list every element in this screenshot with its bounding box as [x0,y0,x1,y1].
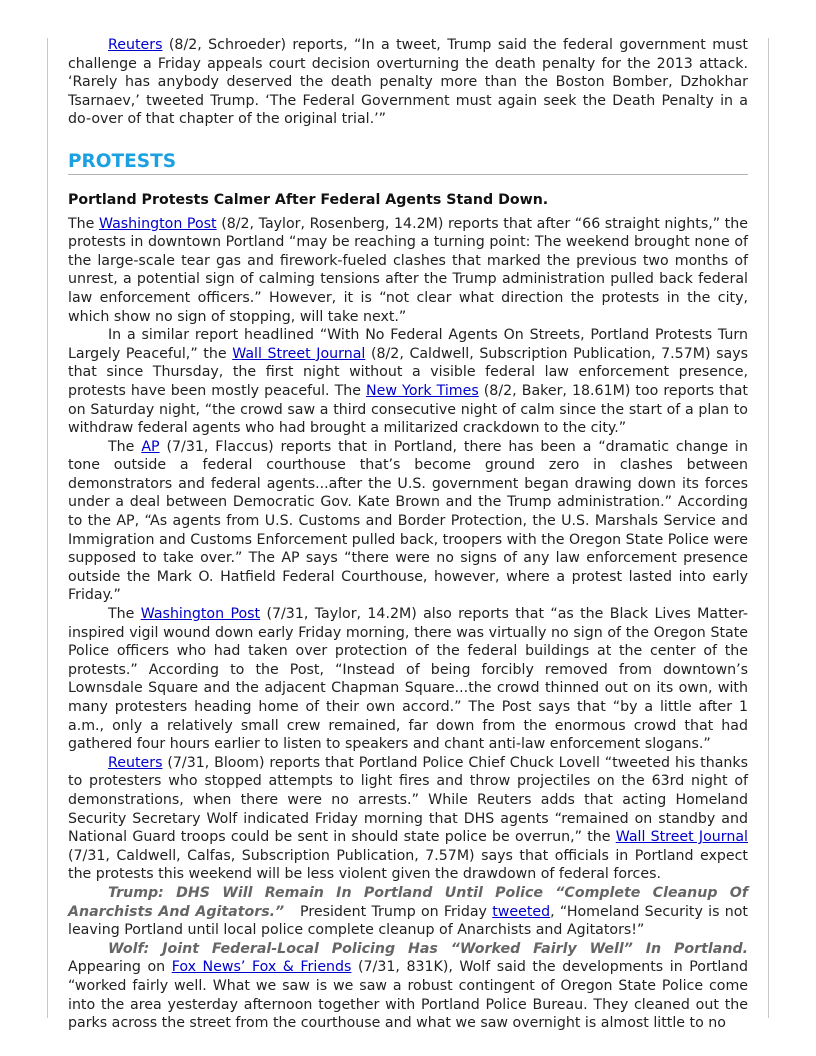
article-paragraph-5 [68,754,748,884]
article-paragraph-4 [68,605,748,754]
paragraph-text: The [68,215,99,232]
document-body [68,36,748,1033]
subheading: Trump: DHS Will Remain In Portland Until Police “Complete Cleanup Of Anarchists And Agitators.” [68,884,748,920]
new-york-times-link[interactable]: New York Times [366,382,479,399]
right-margin-rule [768,38,769,1018]
left-margin-rule [47,38,48,1018]
paragraph-text: (8/2, Baker, 18.61M) too reports that on Saturday night, “the crowd saw a third consecutive night of calm since the start of a plan to withdraw federal agents who had brought a militarized crackdown to the city.” [68,382,748,437]
tweeted-link[interactable]: tweeted [492,903,551,920]
article-paragraph-3 [68,438,748,605]
paragraph-text: (8/2, Schroeder) reports, “In a tweet, Trump said the federal government must challenge a Friday appeals court decision overturning the death penalty for the 2013 attack. ‘Rarely has anybody deserved the death penalty more than the Boston Bomber, Dzhokhar Tsarnaev,’ tweeted Trump. ‘The Federal Government must again seek the Death Penalty in a do-over of that chapter of the original trial.’” [68,37,748,128]
paragraph-text: (7/31, Caldwell, Calfas, Subscription Publication, 7.57M) says that officials in Portland expect the protests this weekend will be less violent given the drawdown of federal forces. [68,847,748,883]
wall-street-journal-link[interactable]: Wall Street Journal [232,345,366,362]
article-paragraph-7 [68,940,748,1033]
reuters-link[interactable]: Reuters [108,754,163,771]
wall-street-journal-link[interactable]: Wall Street Journal [615,829,748,846]
paragraph-text: (8/2, Caldwell, Subscription Publication, 7.57M) says that since Thursday, the first night without a visible federal law enforcement presence, protests have been mostly peaceful. The [68,345,748,399]
paragraph-text: , “Homeland Security is not leaving Portland until local police complete cleanup of Anarchists and Agitators!” [68,903,748,939]
article-paragraph-1 [68,215,748,327]
section-heading-protests: PROTESTS [68,151,748,175]
paragraph-text: (8/2, Taylor, Rosenberg, 14.2M) reports that after “66 straight nights,” the protests in downtown Portland “may be reaching a turning point: The weekend brought none of the large-scale tear gas and firework-fueled clashes that marked the previous two months of unrest, a potential sign of calming tensions after the Trump administration pulled back federal law enforcement officers.” However, it is “not clear what direction the protests in the city, which show no sign of stopping, will take next.” [68,215,748,325]
paragraph-text: (7/31, Bloom) reports that Portland Police Chief Chuck Lovell “tweeted his thanks to protesters who stopped attempts to light fires and throw projectiles on the 63rd night of demonstrations, when there were no arrests.” While Reuters adds that acting Homeland Security Secretary Wolf indicated Friday morning that DHS agents “remained on standby and National Guard troops could be sent in should state police be overrun,” the [68,754,748,846]
article-headline: Portland Protests Calmer After Federal Agents Stand Down. [68,191,549,208]
paragraph-text: (7/31, 831K), Wolf said the developments in Portland “worked fairly well. What we saw is we saw a robust contingent of Oregon State Police come into the area yesterday afternoon together with Portland Police Bureau. They cleaned out the parks across the street from the courthouse and what we saw overnight is almost little to no [68,959,748,1032]
paragraph-text: The [108,438,142,455]
washington-post-link[interactable]: Washington Post [140,606,261,623]
fox-and-friends-link[interactable]: Fox News’ Fox & Friends [171,959,352,976]
subheading: Wolf: Joint Federal-Local Policing Has “Worked Fairly Well” In Portland. [108,940,748,957]
ap-link[interactable]: AP [141,438,160,455]
paragraph-text: In a similar report headlined “With No Federal Agents On Streets, Portland Protests Turn Largely Peaceful,” the [68,327,748,362]
paragraph-text: Appearing on [68,959,172,976]
reuters-tsarnaev-paragraph [68,36,748,129]
reuters-link[interactable]: Reuters [108,37,163,53]
washington-post-link[interactable]: Washington Post [98,215,217,232]
paragraph-text: (7/31, Flaccus) reports that in Portland, there has been a “dramatic change in tone outside a federal courthouse that’s become ground zero in clashes between demonstrators and federal agents...after the U.S. government began drawing down its forces under a deal between Democratic Gov. Kate Brown and the Trump administration.” According to the AP, “As agents from U.S. Customs and Border Protection, the U.S. Marshals Service and Immigration and Customs Enforcement pulled back, troopers with the Oregon State Police were supposed to take over.” The AP says “there were no signs of any law enforcement presence outside the Mark O. Hatfield Federal Courthouse, however, where a protest lasted into early Friday.” [68,438,748,604]
paragraph-text: President Trump on Friday [284,903,493,920]
article-paragraph-2 [68,326,748,438]
paragraph-text: (7/31, Taylor, 14.2M) also reports that “as the Black Lives Matter-inspired vigil wound down early Friday morning, there was virtually no sign of the Oregon State Police officers who had taken over protection of the federal buildings at the center of the protests.” According to the Post, “Instead of being forcibly removed from downtown’s Lownsdale Square and the adjacent Chapman Square...the crowd thinned out on its own, with many protesters heading home of their own accord.” The Post says that “by a little after 1 a.m., only a relatively small crew remained, far down from the enormous crowd that had gathered four hours earlier to listen to speakers and chant anti-law enforcement slogans.” [68,606,748,753]
article-paragraph-6 [68,884,748,940]
paragraph-text: The [108,606,141,623]
